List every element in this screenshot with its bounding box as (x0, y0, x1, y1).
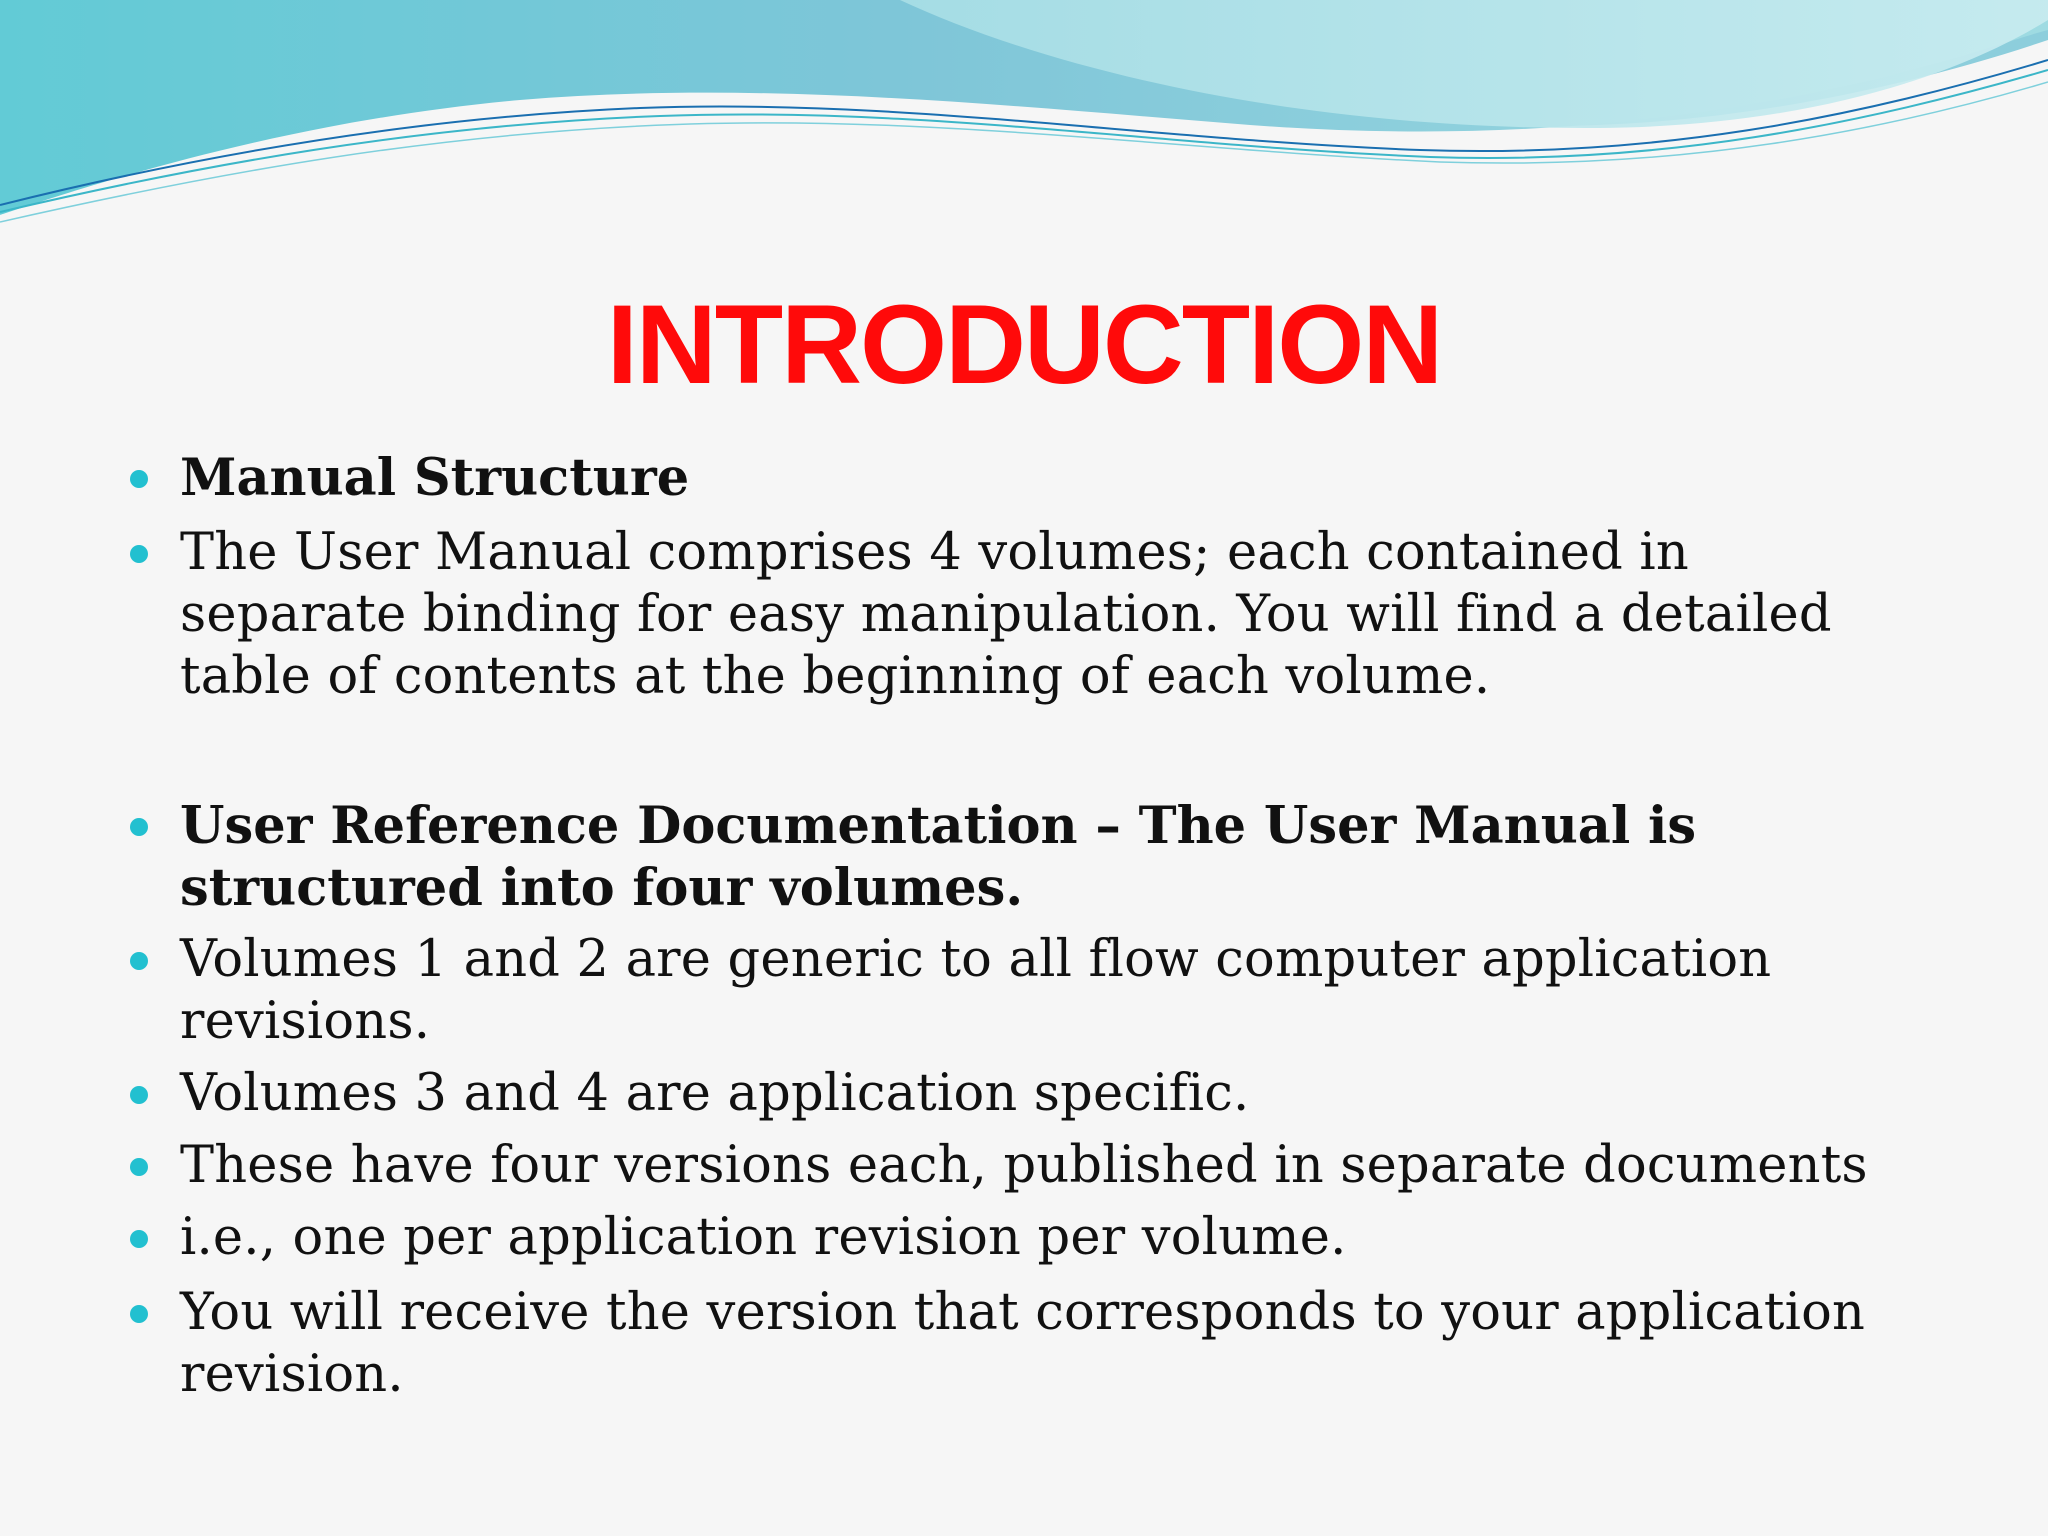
bullet-item (180, 1282, 1880, 1406)
bullet-dot-icon (130, 952, 148, 970)
bullet-dot-icon (130, 818, 148, 836)
bullet-item (180, 1063, 1880, 1125)
bullet-text: Volumes 3 and 4 are application specific. (180, 1064, 1250, 1123)
bullet-text: Manual Structure (180, 448, 690, 508)
bullet-dot-icon (130, 470, 148, 488)
bullet-item (180, 1135, 1880, 1197)
bullet-dot-icon (130, 1305, 148, 1323)
bullet-dot-icon (130, 1086, 148, 1104)
slide-title: INTRODUCTION (606, 282, 1442, 407)
bullet-dot-icon (130, 1230, 148, 1248)
bullet-text: The User Manual comprises 4 volumes; each contained in separate binding for easy manipulation. You will find a detailed table of contents at the beginning of each volume. (180, 523, 1832, 706)
bullet-item (180, 522, 1880, 708)
bullet-item (180, 795, 1880, 919)
bullet-text: You will receive the version that corresponds to your application revision. (180, 1283, 1866, 1404)
bullet-item (180, 929, 1880, 1053)
bullet-item (180, 1207, 1880, 1269)
bullet-text: These have four versions each, published in separate documents (180, 1136, 1868, 1195)
bullet-dot-icon (130, 1158, 148, 1176)
bullet-text: User Reference Documentation – The User Manual is structured into four volumes. (180, 796, 1697, 918)
bullet-item (180, 447, 1880, 509)
bullet-text: i.e., one per application revision per volume. (180, 1208, 1347, 1267)
bullet-text: Volumes 1 and 2 are generic to all flow computer application revisions. (180, 930, 1772, 1051)
bullet-dot-icon (130, 545, 148, 563)
